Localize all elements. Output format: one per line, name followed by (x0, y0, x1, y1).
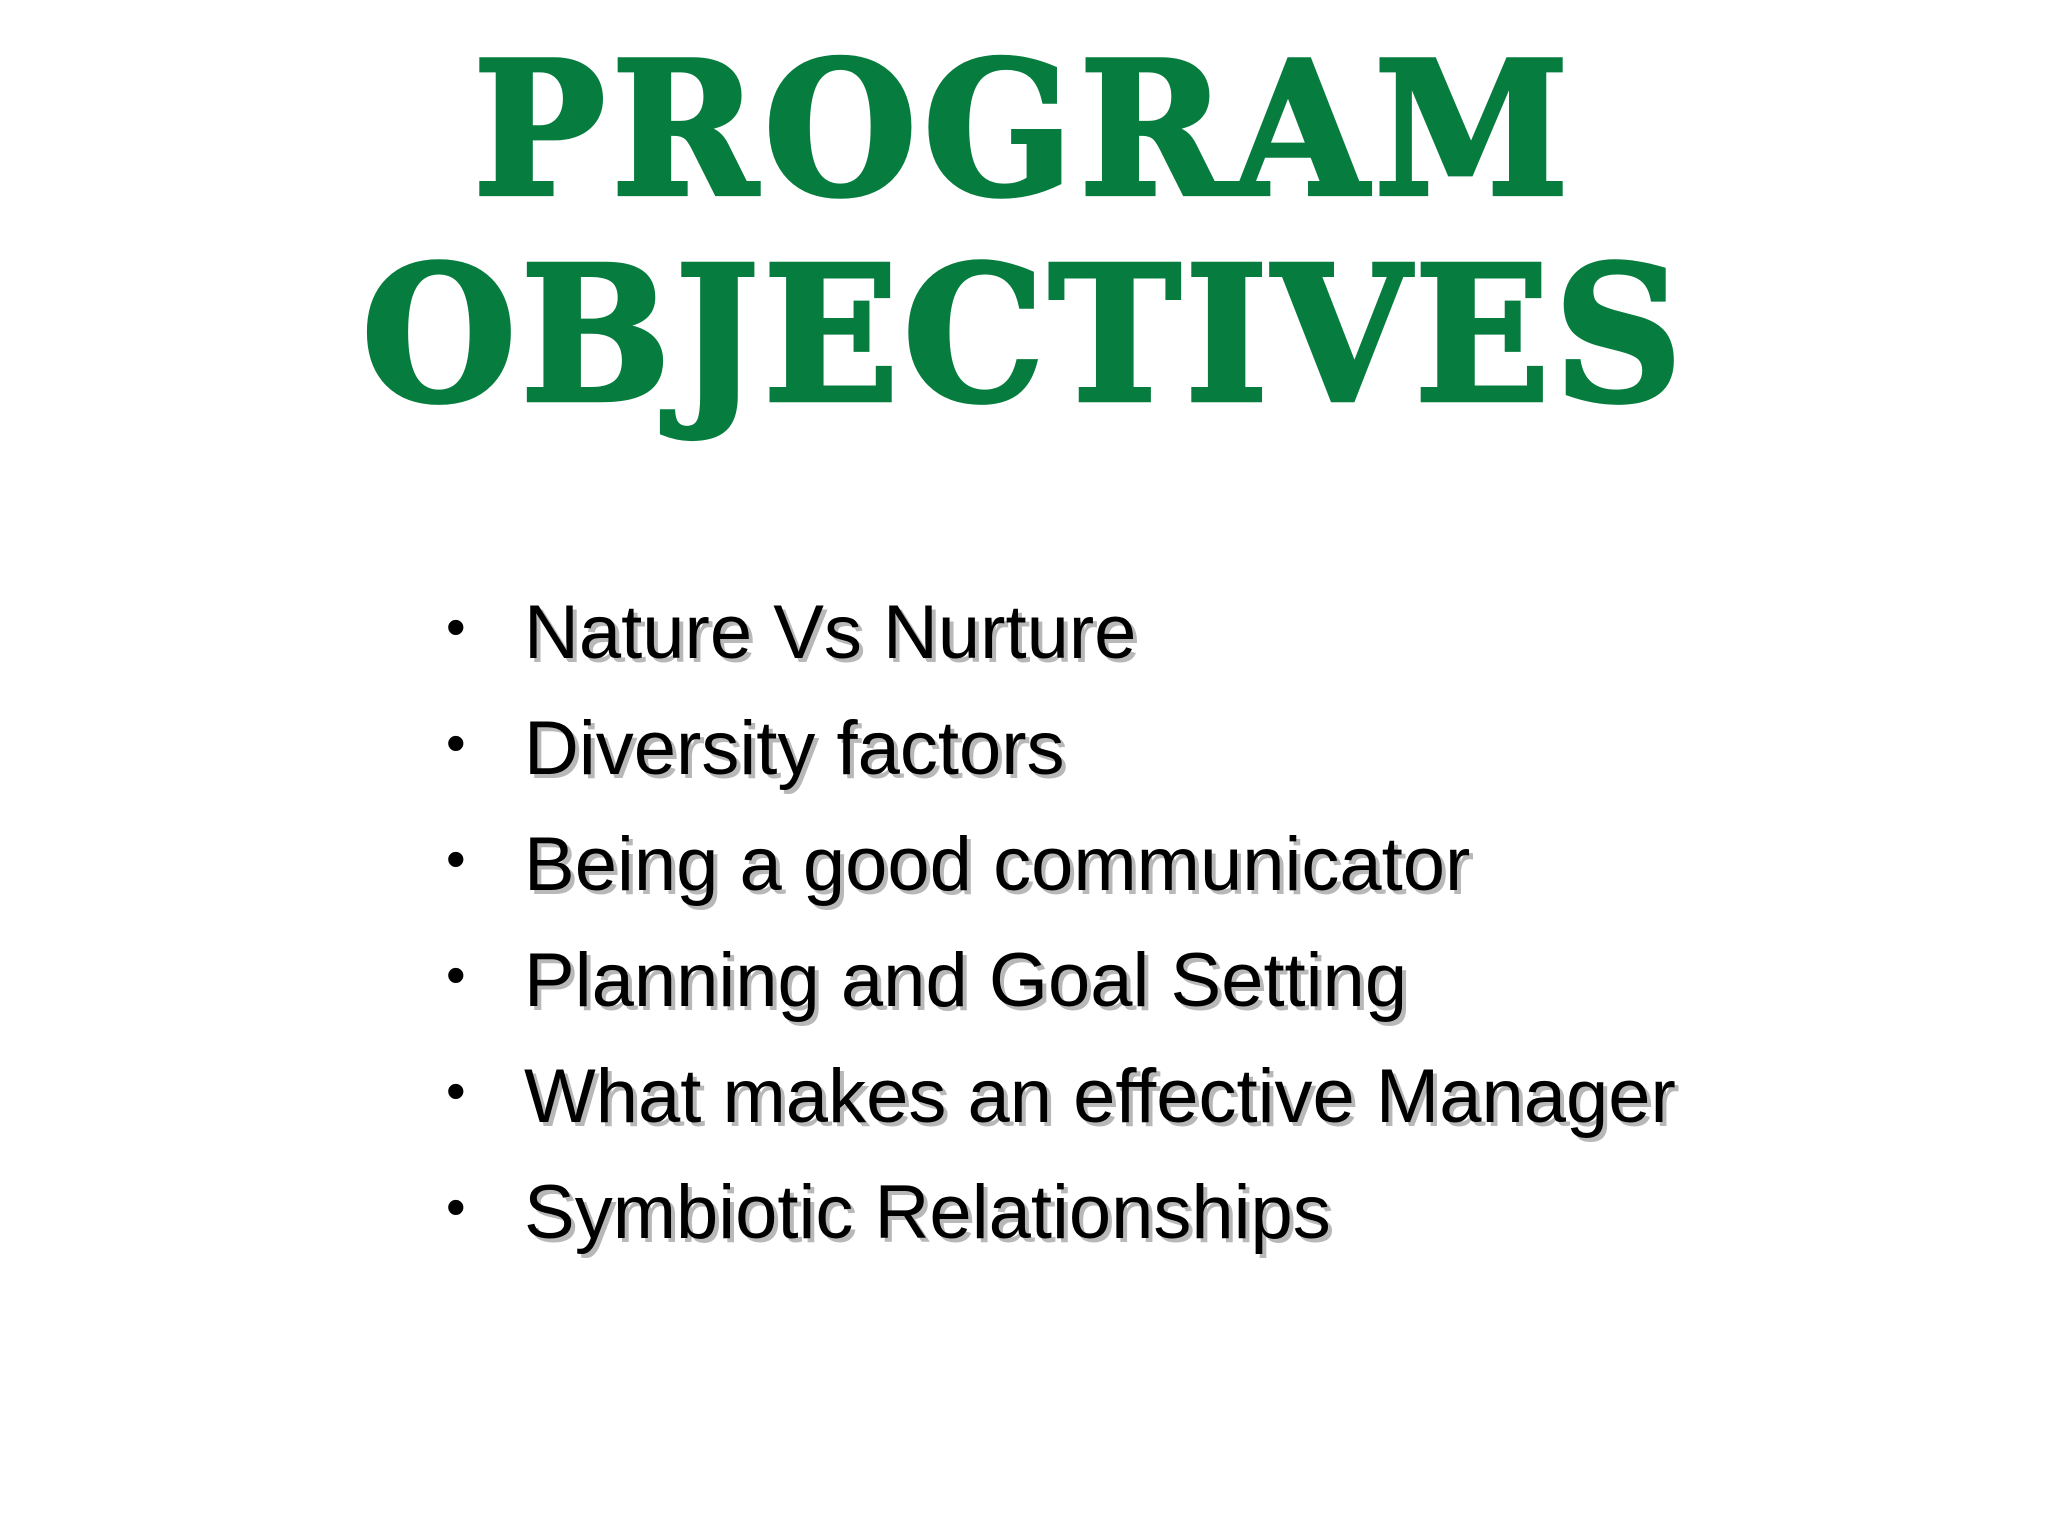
list-item (446, 1039, 1676, 1155)
title-line-program: PROGRAM (473, 20, 1575, 239)
bullet-icon: • (446, 711, 466, 774)
list-item (446, 575, 1676, 691)
list-item-text: Nature Vs Nurture (524, 590, 1137, 675)
list-item-text: Being a good communicator (524, 822, 1471, 907)
list-item (446, 691, 1676, 807)
list-item-text: Symbiotic Relationships (524, 1170, 1331, 1255)
list-item-text: What makes an effective Manager (524, 1054, 1676, 1139)
bullet-icon: • (446, 595, 466, 658)
objectives-list (446, 575, 1676, 1271)
list-item (446, 1155, 1676, 1271)
bullet-icon: • (446, 827, 466, 890)
list-item (446, 923, 1676, 1039)
bullet-icon: • (446, 1059, 466, 1122)
bullet-icon: • (446, 943, 466, 1006)
list-item-text: Diversity factors (524, 706, 1065, 791)
title-line-objectives: OBJECTIVES (361, 224, 1687, 445)
bullet-icon: • (446, 1175, 466, 1238)
list-item (446, 807, 1676, 923)
list-item-text: Planning and Goal Setting (524, 938, 1408, 1023)
